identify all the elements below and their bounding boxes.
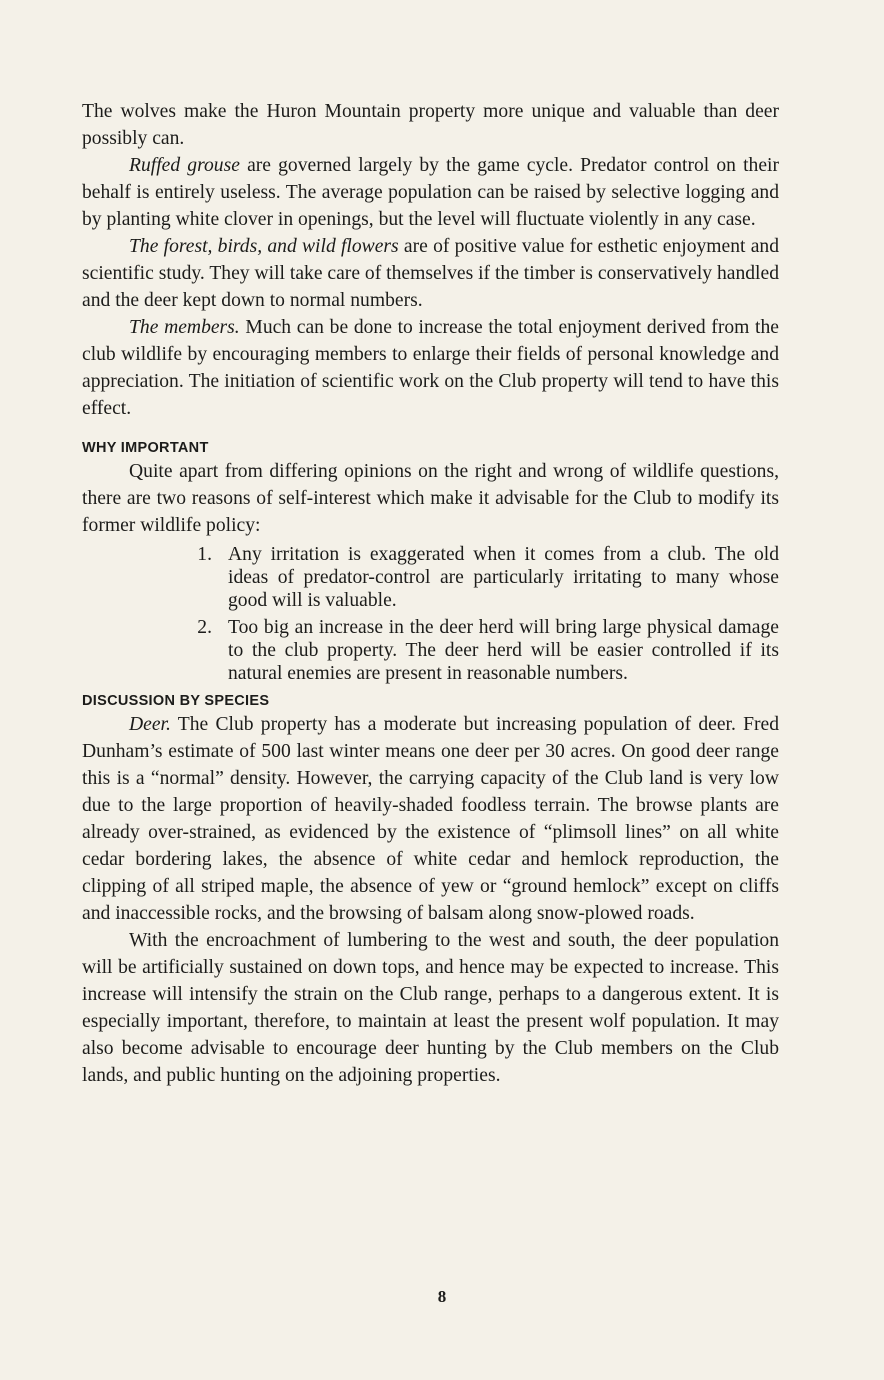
list-item-number: 1. bbox=[197, 544, 212, 565]
species-lead-deer: Deer. bbox=[129, 714, 171, 735]
species-lead-forest: The forest, birds, and wild flowers bbox=[129, 236, 399, 257]
paragraph-forest-birds-flowers: The forest, birds, and wild flowers are of positive value for esthetic enjoyment and scientific study. They will take care of themselves if the timber is conservatively handled and the deer kept down to normal numbers. bbox=[82, 236, 779, 311]
page-number: 8 bbox=[437, 1287, 447, 1306]
list-item-text: Any irritation is exaggerated when it comes from a club. The old ideas of predator-control are particularly irritating to many whose good will is valuable. bbox=[228, 544, 779, 611]
paragraph-why-important-intro: Quite apart from differing opinions on the right and wrong of wildlife questions, there are two reasons of self-interest which make it advisable for the Club to modify its former wildlife policy: bbox=[82, 461, 779, 536]
list-item bbox=[82, 616, 779, 685]
list-item-text: Too big an increase in the deer herd will bring large physical damage to the club property. The deer herd will be easier controlled if its natural enemies are present in reasonable numbers. bbox=[228, 617, 779, 684]
list-item-number: 2. bbox=[197, 617, 212, 638]
heading-why-important: WHY IMPORTANT bbox=[82, 440, 209, 456]
body-text bbox=[82, 98, 779, 1089]
paragraph-ruffed-grouse: Ruffed grouse are governed largely by the game cycle. Predator control on their behalf is entirely useless. The average population can be raised by selective logging and by planting white clover in openings, but the level will fluctuate violently in any case. bbox=[82, 155, 780, 230]
species-lead-ruffed-grouse: Ruffed grouse bbox=[129, 155, 240, 176]
species-lead-members: The members. bbox=[129, 317, 240, 338]
reasons-list bbox=[82, 543, 779, 685]
paragraph-members: The members. Much can be done to increase the total enjoyment derived from the club wildlife by encouraging members to enlarge their fields of personal knowledge and appreciation. The initiation of scientific work on the Club property will tend to have this effect. bbox=[82, 317, 779, 419]
paragraph-wolves: The wolves make the Huron Mountain property more unique and valuable than deer possibly can. bbox=[82, 101, 779, 149]
paragraph-deer: Deer. The Club property has a moderate but increasing population of deer. Fred Dunham’s estimate of 500 last winter means one deer per 30 acres. On good deer range this is a “normal” density. However, the carrying capacity of the Club land is very low due to the large proportion of heavily-shaded foodless terrain. The browse plants are already over-strained, as evidenced by the existence of “plimsoll lines” on all white cedar bordering lakes, the absence of white cedar and hemlock reproduction, the clipping of all striped maple, the absence of yew or “ground hemlock” except on cliffs and inaccessible rocks, and the browsing of balsam along snow-plowed roads. bbox=[82, 714, 779, 924]
paragraph-lumbering: With the encroachment of lumbering to the west and south, the deer population will be artificially sustained on down tops, and hence may be expected to increase. This increase will intensify the strain on the Club range, perhaps to a dangerous extent. It is especially important, therefore, to maintain at least the present wolf population. It may also become advisable to encourage deer hunting by the Club members on the Club lands, and public hunting on the adjoining properties. bbox=[82, 930, 779, 1086]
heading-discussion-by-species: DISCUSSION BY SPECIES bbox=[82, 693, 270, 709]
list-item bbox=[82, 543, 779, 612]
